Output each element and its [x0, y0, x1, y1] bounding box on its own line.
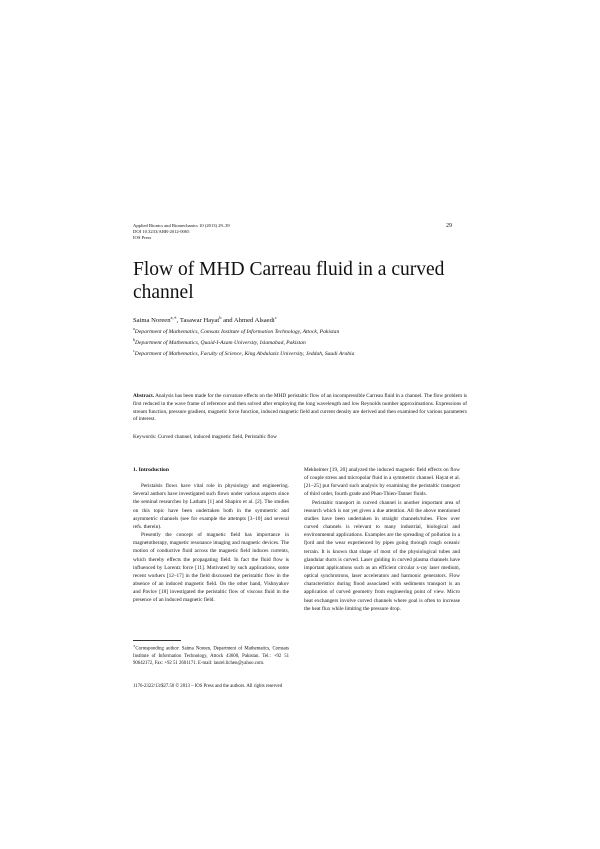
author-list [133, 315, 277, 324]
author-affiliation-mark: c [274, 315, 277, 320]
abstract [133, 393, 467, 424]
page-number: 29 [446, 223, 452, 229]
affiliation-mark: b [133, 337, 135, 343]
footnote-mark: ∗ [133, 644, 136, 648]
paragraph: Mekheimer [19, 20] analyzed the induced magnetic field effects on flow of couple stress and micropolar fluid in a symmetric channel. Hayat et al. [21–25] put forward such analysis by examining the peristaltic transport of third order, fourth grade and Phan-Thien-Tanner fluids. [304, 467, 460, 498]
author-name: Tasawar Hayat [179, 317, 220, 325]
abstract-label: Abstract. [133, 393, 155, 399]
section-heading: 1. Introduction [133, 467, 169, 473]
copyright-notice: 1176-2322/13/$27.50 © 2013 – IOS Press and the authors. All rights reserved [133, 684, 283, 689]
affiliation [133, 347, 354, 358]
footnote-rule [133, 640, 181, 641]
doi: DOI 10.3233/ABB-2012-0065 [133, 229, 190, 234]
affiliation-text: Department of Mathematics, Comsats Institute of Information Technology, Attock, Pakistan [134, 328, 340, 335]
journal-info [133, 223, 230, 241]
abstract-text: Analysis has been made for the curvature effects on the MHD peristaltic flow of an incompressible Carreau fluid in a channel. The flow problem is first reduced in the wave frame of reference and then solved after employing the long wavelength and low Reynolds number approximations. Expressions of stream function, pressure gradient, magnetic force function, induced magnetic field and current density are derived and then examined for various parameters of interest. [133, 393, 467, 423]
author-affiliation-mark: a,∗ [170, 315, 177, 320]
publisher: IOS Press [133, 235, 152, 240]
left-column [133, 466, 289, 605]
affiliation-text: Department of Mathematics, Faculty of Science, King Abdulaziz University, Jeddah, Saudi Arabia [134, 351, 355, 358]
paragraph: Presently the concept of magnetic field has importance in magnetotherapy, magnetic resonance imaging and magnetic devices. The motion of conductive fluid across the magnetic field induces currents, which thereby effects the propagating field. In fact the fluid flow is influenced by Lorentz force [11]. Motivated by such applications, some recent workers [12–17] in the field discussed the peristaltic flow in the absence of an induced magnetic field. On the other hand, Vishnyakov and Pavlov [18] investigated the peristaltic flow of viscous fluid in the presence of an induced magnetic field. [133, 532, 289, 604]
author-affiliation-mark: b [219, 315, 222, 320]
author-separator: and [221, 317, 234, 325]
article-title: Flow of MHD Carreau fluid in a curved channel [133, 259, 445, 303]
footnote [133, 643, 289, 667]
paragraph: Peristalsis flows have vital role in physiology and engineering. Several authors have investigated such flows under various aspects since the seminal researches by Latham [1] and Shapiro et al. [2]. The studies on this topic have been undertaken both in the symmetric and asymmetric channels (see for example the attempts [3–10] and several refs. therein). [133, 483, 289, 530]
journal-citation: Applied Bionics and Biomechanics 10 (2013) 29–39 [133, 223, 230, 228]
author-name: Saima Noreen [133, 317, 171, 325]
keywords: Keywords: Curved channel, induced magnetic field, Peristaltic flow [133, 434, 278, 440]
paragraph: Peristaltic transport in curved channel is another important area of research which is not yet given a due attention. All the above mentioned studies have been undertaken in straight channels/tubes. Flow over curved channels is relevant to many industrial, biological and environmental applications. Examples are the spreading of pollution in a fjord and the wear experienced by pipes going through rough oceanic terrain. It is known that shape of most of the physiological tubes and glandular ducts is curved. Laser guiding in curved plasma channels have important applications such as an efficient circular x-ray laser medium, optical synchrotrons, laser accelerators and harmonic generators. Flow characteristics during flood associated with sediments transport is an application of curved geometry from engineering point of view. Micro heat exchangers involve curved channels where goal is often to increase the heat flux while limiting the pressure drop. [304, 499, 460, 612]
affiliation-list [133, 325, 354, 358]
affiliation-text: Department of Mathematics, Quaid-I-Azam University, Islamabad, Pakistan [135, 340, 306, 347]
affiliation [133, 336, 354, 347]
affiliation-mark: c [133, 348, 135, 354]
footnote-text: Corresponding author: Saima Noreen, Department of Mathematics, Comsats Institute of Information Technology, Attock 43600, Pakistan. Tel.: +92 51 90642172, Fax: +92 51 2601171. E-mail: laurel.lichen@yahoo.com. [133, 646, 289, 666]
author-name: Ahmed Alsaedi [233, 317, 275, 325]
author-separator: , [176, 317, 180, 325]
affiliation-mark: a [133, 326, 135, 331]
affiliation [133, 325, 354, 336]
right-column [304, 466, 460, 613]
